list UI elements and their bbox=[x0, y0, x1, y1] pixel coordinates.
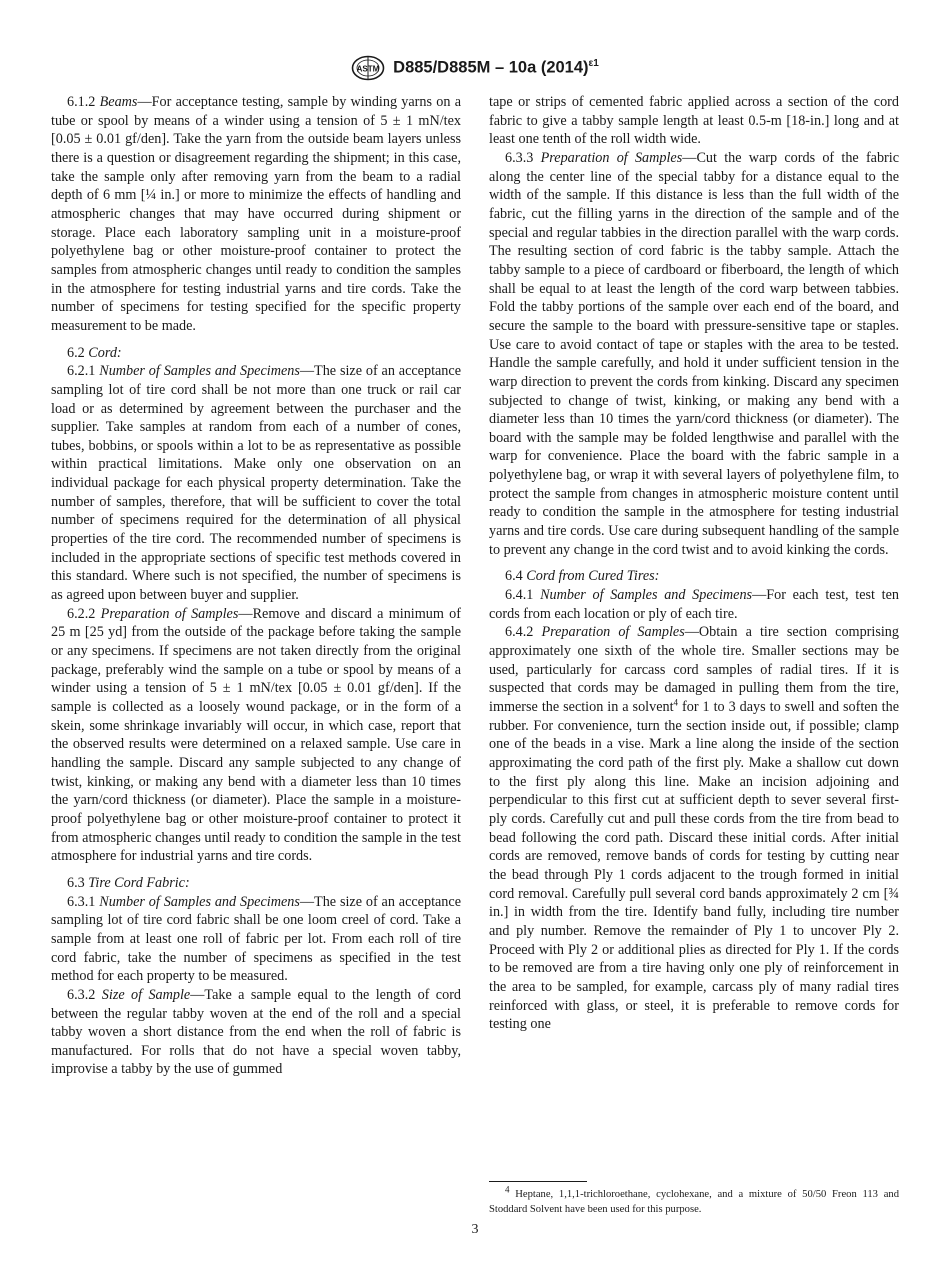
section-6-2-heading: 6.2 Cord: bbox=[67, 344, 122, 361]
footnote bbox=[489, 1184, 899, 1217]
epsilon-superscript: ε1 bbox=[588, 58, 599, 70]
section-6-3-3: 6.3.3 Preparation of Samples—Cut the warp cords of the fabric along the center line of the special tabby for a distance equal to the width of the sample. If this distance is less than the full width of the fabric, cut the filling yarns in the direction of the sample and of the special and regular tabbies in the direction parallel with the warp cords. The resulting section of cord fabric is the tabby sample. Attach the tabby sample to a piece of cardboard or fiberboard, the length of which shall be equal to at least the length of the cord warp between tabbies. Fold the tabby portions of the sample over each end of the board, and secure the sample to the board with pressure-sensitive tape or staples. Use care to avoid contact of tape or staples with the area to be tested. Handle the sample carefully, and hold it under sufficient tension in the warp direction to prevent the cords from kinking. Discard any specimen subjected to change of twist, kinking, or making any bend with a diameter less than 10 times the yarn/cord thickness (or diameter). The board with the sample may be folded lengthwise and parallel with the warp for convenience. Place the board with the fabric sample in a polyethylene bag, or wrap it with several layers of polyethylene film, to protect the sample from changes in atmospheric moisture content until ready to condition the sample in the atmosphere for testing industrial yarns and tire cords. Use care during subsequent handling of the sample to prevent any change in the cord twist and to avoid kinking the cords. bbox=[489, 149, 900, 558]
section-6-3-2-continued: tape or strips of cemented fabric applied across a section of the cord fabric to give a tabby sample length at least 0.5-m [18-in.] long and at least one tenth of the roll width wide. bbox=[489, 94, 899, 148]
page-number: 3 bbox=[471, 1222, 479, 1237]
footnote-text: Heptane, 1,1,1-trichloroethane, cyclohexane, and a mixture of 50/50 Freon 113 and Stoddard Solvent have been used for this purpose. bbox=[489, 1189, 899, 1215]
section-6-4-heading: 6.4 Cord from Cured Tires: bbox=[505, 568, 660, 585]
section-6-2-2: 6.2.2 Preparation of Samples—Remove and discard a minimum of 25 m [25 yd] from the outside of the package before taking the sample or any specimens. If specimens are not taken directly from the original package, preferably wind the sample on a tube or spool by means of a winder using a tension of 5 ± 1 mN/tex [0.05 ± 0.01 gf/den]. If the sample is collected as a loosely wound package, or in the form of a skein, some shrinkage invariably will occur, in which case, report that the observed results were determined on a relaxed sample. Use care in handling the sample. Discard any sample subjected to any change of twist, kinking, or making any bend with a diameter less than 10 times the yarn/cord thickness (or diameter). Place the sample in a moisture-proof polyethylene bag or other moisture-proof container to protect it from atmospheric changes until ready to condition the sample in the test atmosphere for industrial yarns and tire cords. bbox=[51, 605, 461, 865]
section-6-3-1: 6.3.1 Number of Samples and Specimens—The size of an acceptance sampling lot of tire cord fabric shall be one loom creel of cord. Take a sample from at least one roll of fabric per lot. From each roll of tire cord fabric, take the number of specimens as specified in the test method for each property to be measured. bbox=[51, 893, 461, 985]
section-6-1-2: 6.1.2 Beams—For acceptance testing, sample by winding yarns on a tube or spool by means of a winder using a tension of 5 ± 1 mN/tex [0.05 ± 0.01 gf/den]. Take the yarn from the outside beam layers unless there is a question or disagreement regarding the shipment; in this case, take the sample only after removing yarn from the beam to a radial depth of 6 mm [¼ in.] or more to minimize the effects of handling and atmospheric changes that may have occurred during shipment or storage. Place each laboratory sampling unit in a moisture-proof polyethylene bag or other moisture-proof container to protect the samples from atmospheric changes until ready to condition the samples in the atmosphere for testing industrial yarns and tire cords. Take the number of specimens for testing specified for the specific property measurement to be made. bbox=[51, 94, 462, 334]
astm-logo-icon bbox=[351, 55, 385, 81]
astm-logo-text: ASTM bbox=[356, 64, 380, 74]
section-6-4-1: 6.4.1 Number of Samples and Specimens—For each test, test ten cords from each location or ply of each tire. bbox=[489, 587, 900, 622]
section-6-2-1: 6.2.1 Number of Samples and Specimens—The size of an acceptance sampling lot of tire cord shall be not more than one truck or rail car load or as determined by agreement between the purchaser and the supplier. Take samples at random from each of a number of cones, tubes, bobbins, or spools within a lot to be as representative as possible within practical limitations. Make only one observation on an individual package for each physical property determination. Take the number of samples, therefore, that will be sufficient to cover the total number of specimens required for the determination of all physical properties of the tire cord. The recommended number of specimens is included in the appropriate sections of specific test methods covered in this standard. Where such is not specified, the number of specimens is as agreed upon between buyer and supplier. bbox=[51, 363, 461, 604]
standard-designation: D885/D885M – 10a $(2014)^{\varepsilon 1}$ bbox=[393, 58, 599, 77]
footnote-divider bbox=[489, 1181, 587, 1182]
page-header bbox=[0, 55, 950, 85]
footnote-mark: 4 bbox=[505, 1184, 510, 1195]
section-6-4-2: 6.4.2 Preparation of Samples—Obtain a tire section comprising approximately one sixth of the whole tire. Smaller sections may be used, particularly for carcass cord samples of radial tires. If it is suspected that cords may be damaged in pulling them from the tire, immerse the section in a solvent$^4$ for 1 to 3 days to swell and soften the rubber. For convenience, turn the section inside out, if possible; clamp one of the beads in a vise. Mark a line along the inside of the section approximating the cord path of the first ply. Make a shallow cut down to the first ply along this line. Make an incision adjoining and perpendicular to this first cut at sufficient depth to sever several first-ply cords. Carefully cut and pull these cords from the tire from bead to bead following the cord path. Discard these initial cords. After initial cords are removed, remove bands of cords for testing by cutting near the bead through Ply 1 cords adjacent to the trough formed in initial cord removal. Carefully pull several cord bands approximately 2 cm [¾ in.] in width from the tire. Identify band fully, including tire number and ply number. Remove the remainder of Ply 1 to uncover Ply 2. Proceed with Ply 2 or additional plies as directed for Ply 1. If the cords to be removed are from a tire having only one ply of reinforcement in the area to be sampled, for example, carcass ply of many radial tires reinforced with glass, or steel, it is preferable to remove cords for testing one bbox=[489, 624, 899, 1033]
right-column bbox=[489, 93, 899, 1034]
section-6-3-heading: 6.3 Tire Cord Fabric: bbox=[67, 874, 190, 891]
section-6-3-2: 6.3.2 Size of Sample—Take a sample equal to the length of cord between the regular tabby woven at the end of the roll and a special tabby woven a short distance from the end when the roll of fabric is manufactured. For rolls that do not have a special woven tabby, improvise a tabby by the use of gummed bbox=[51, 986, 462, 1078]
footnote-reference[interactable]: 4 bbox=[673, 697, 679, 708]
left-column bbox=[51, 93, 461, 1079]
